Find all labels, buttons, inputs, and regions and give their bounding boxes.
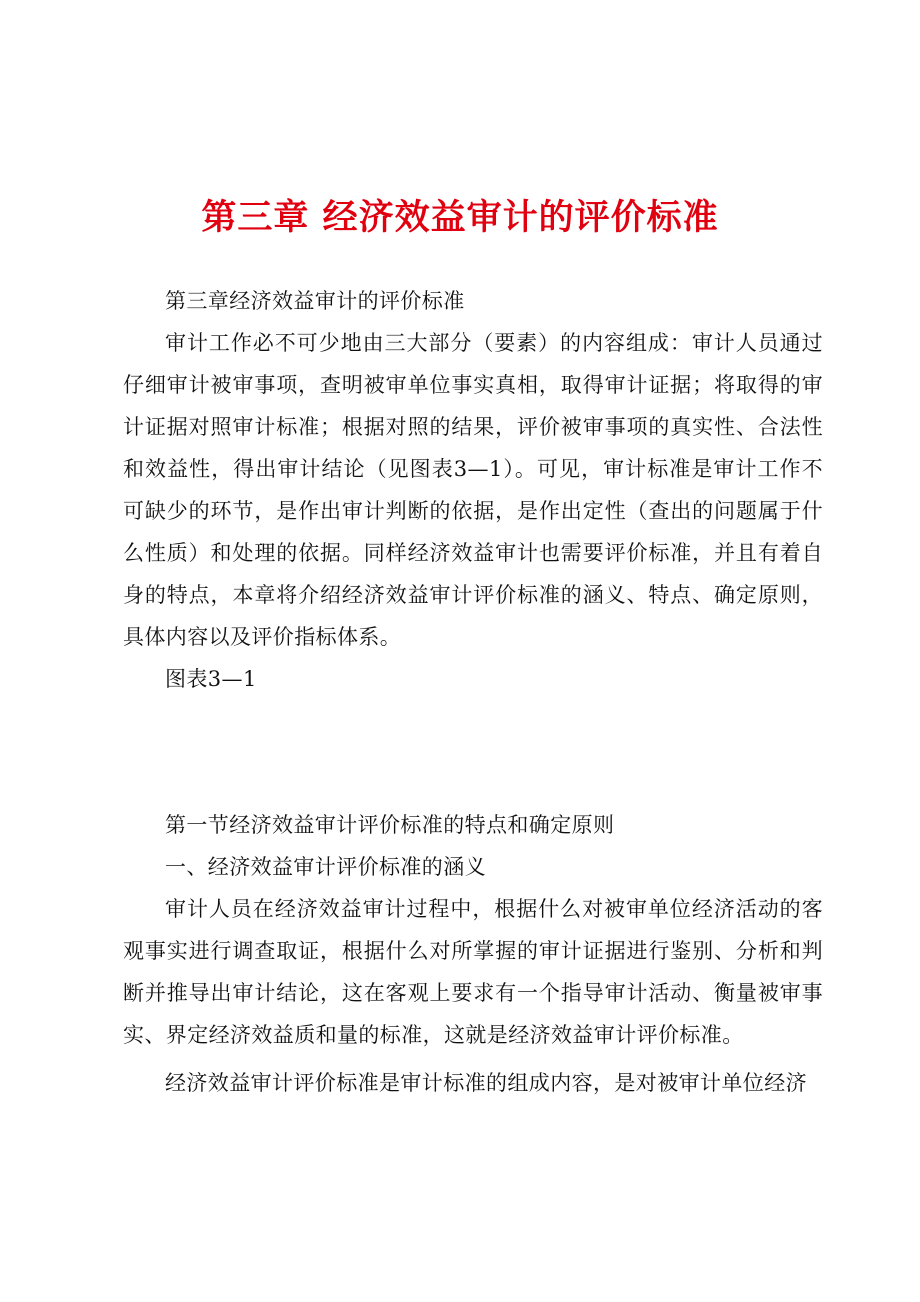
section-body [123, 804, 823, 1104]
composition-paragraph: 经济效益审计评价标准是审计标准的组成内容，是对被审计单位经济 [165, 1071, 807, 1095]
chapter-subtitle: 第三章经济效益审计的评价标准 [165, 289, 465, 313]
section-heading: 第一节经济效益审计评价标准的特点和确定原则 [165, 813, 615, 837]
document-body [123, 280, 823, 700]
document-title: 第三章 经济效益审计的评价标准 [201, 197, 719, 238]
intro-paragraph: 审计工作必不可少地由三大部分（要素）的内容组成：审计人员通过仔细审计被审事项，查明被审单位事实真相，取得审计证据；将取得的审计证据对照审计标准；根据对照的结果，评价被审事项的真实性、合法性和效益性，得出审计结论（见图表3—1）。可见，审计标准是审计工作不可缺少的环节，是作出审计判断的依据，是作出定性（查出的问题属于什么性质）和处理的依据。同样经济效益审计也需要评价标准，并且有着自身的特点，本章将介绍经济效益审计评价标准的涵义、特点、确定原则，具体内容以及评价指标体系。 [123, 331, 823, 649]
subsection-heading: 一、经济效益审计评价标准的涵义 [165, 855, 486, 879]
definition-paragraph: 审计人员在经济效益审计过程中，根据什么对被审单位经济活动的客观事实进行调查取证，根据什么对所掌握的审计证据进行鉴别、分析和判断并推导出审计结论，这在客观上要求有一个指导审计活动、衡量被审事实、界定经济效益质和量的标准，这就是经济效益审计评价标准。 [123, 897, 823, 1047]
figure-label: 图表3—1 [165, 667, 257, 691]
